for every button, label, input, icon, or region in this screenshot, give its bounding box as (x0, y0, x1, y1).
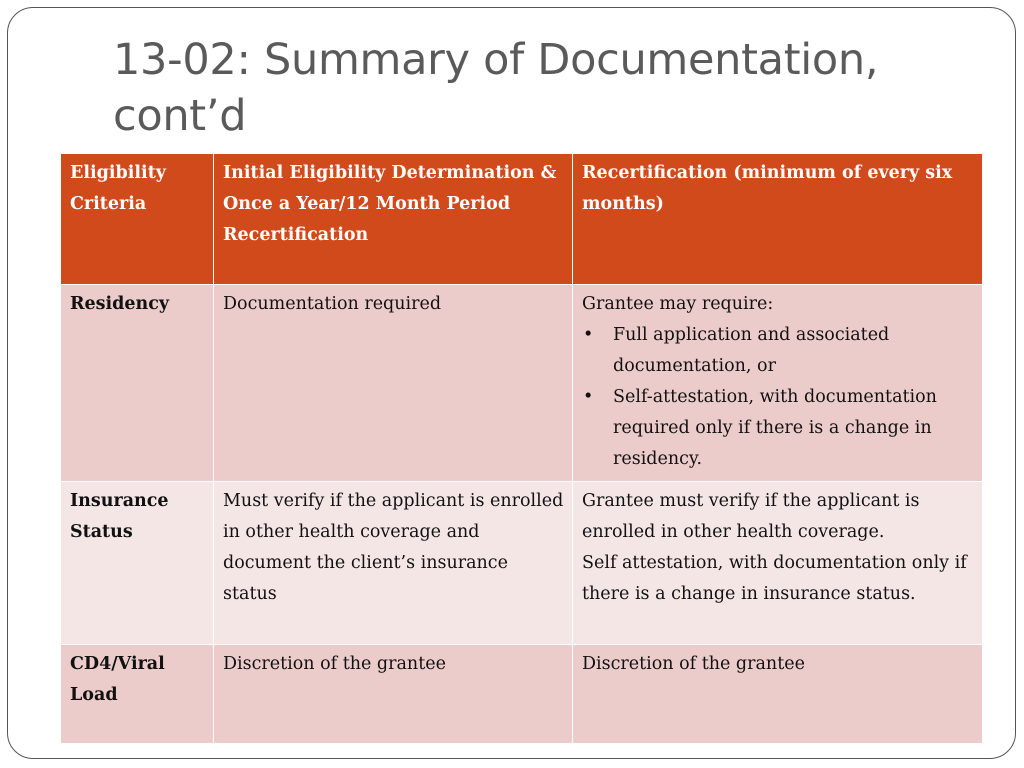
header-eligibility-criteria: Eligibility Criteria (61, 154, 214, 285)
slide-title-line-2: cont’d (113, 91, 247, 141)
list-item (582, 382, 974, 475)
cell-initial: Discretion of the grantee (214, 645, 573, 744)
cell-recert (573, 482, 983, 645)
cell-criteria: Residency (61, 285, 214, 482)
slide-title-line-1: 13-02: Summary of Documentation, (113, 35, 879, 85)
recert-intro: Grantee may require: (582, 294, 774, 314)
recert-line-2: Self attestation, with documentation only if there is a change in insurance status. (582, 553, 967, 604)
table-row-insurance-status (61, 482, 983, 645)
slide-title (113, 32, 993, 144)
table-header-row (61, 154, 983, 285)
cell-recert: Discretion of the grantee (573, 645, 983, 744)
table-row-residency (61, 285, 983, 482)
cell-criteria: Insurance Status (61, 482, 214, 645)
bullet-text: Self-attestation, with documentation required only if there is a change in residency. (613, 387, 937, 469)
recert-bullet-list (582, 320, 974, 475)
bullet-text: Full application and associated documentation, or (613, 325, 890, 376)
header-recertification: Recertification (minimum of every six months) (573, 154, 983, 285)
recert-line-1: Grantee must verify if the applicant is enrolled in other health coverage. (582, 491, 920, 542)
bullet-icon: • (583, 387, 594, 407)
documentation-table (60, 153, 983, 744)
bullet-icon: • (583, 325, 594, 345)
list-item (582, 320, 974, 382)
header-initial-eligibility: Initial Eligibility Determination & Once a Year/12 Month Period Recertification (214, 154, 573, 285)
cell-criteria: CD4/Viral Load (61, 645, 214, 744)
cell-initial: Documentation required (214, 285, 573, 482)
cell-recert (573, 285, 983, 482)
cell-initial: Must verify if the applicant is enrolled in other health coverage and document the client’s insurance status (214, 482, 573, 645)
table-row-cd4-viral-load (61, 645, 983, 744)
